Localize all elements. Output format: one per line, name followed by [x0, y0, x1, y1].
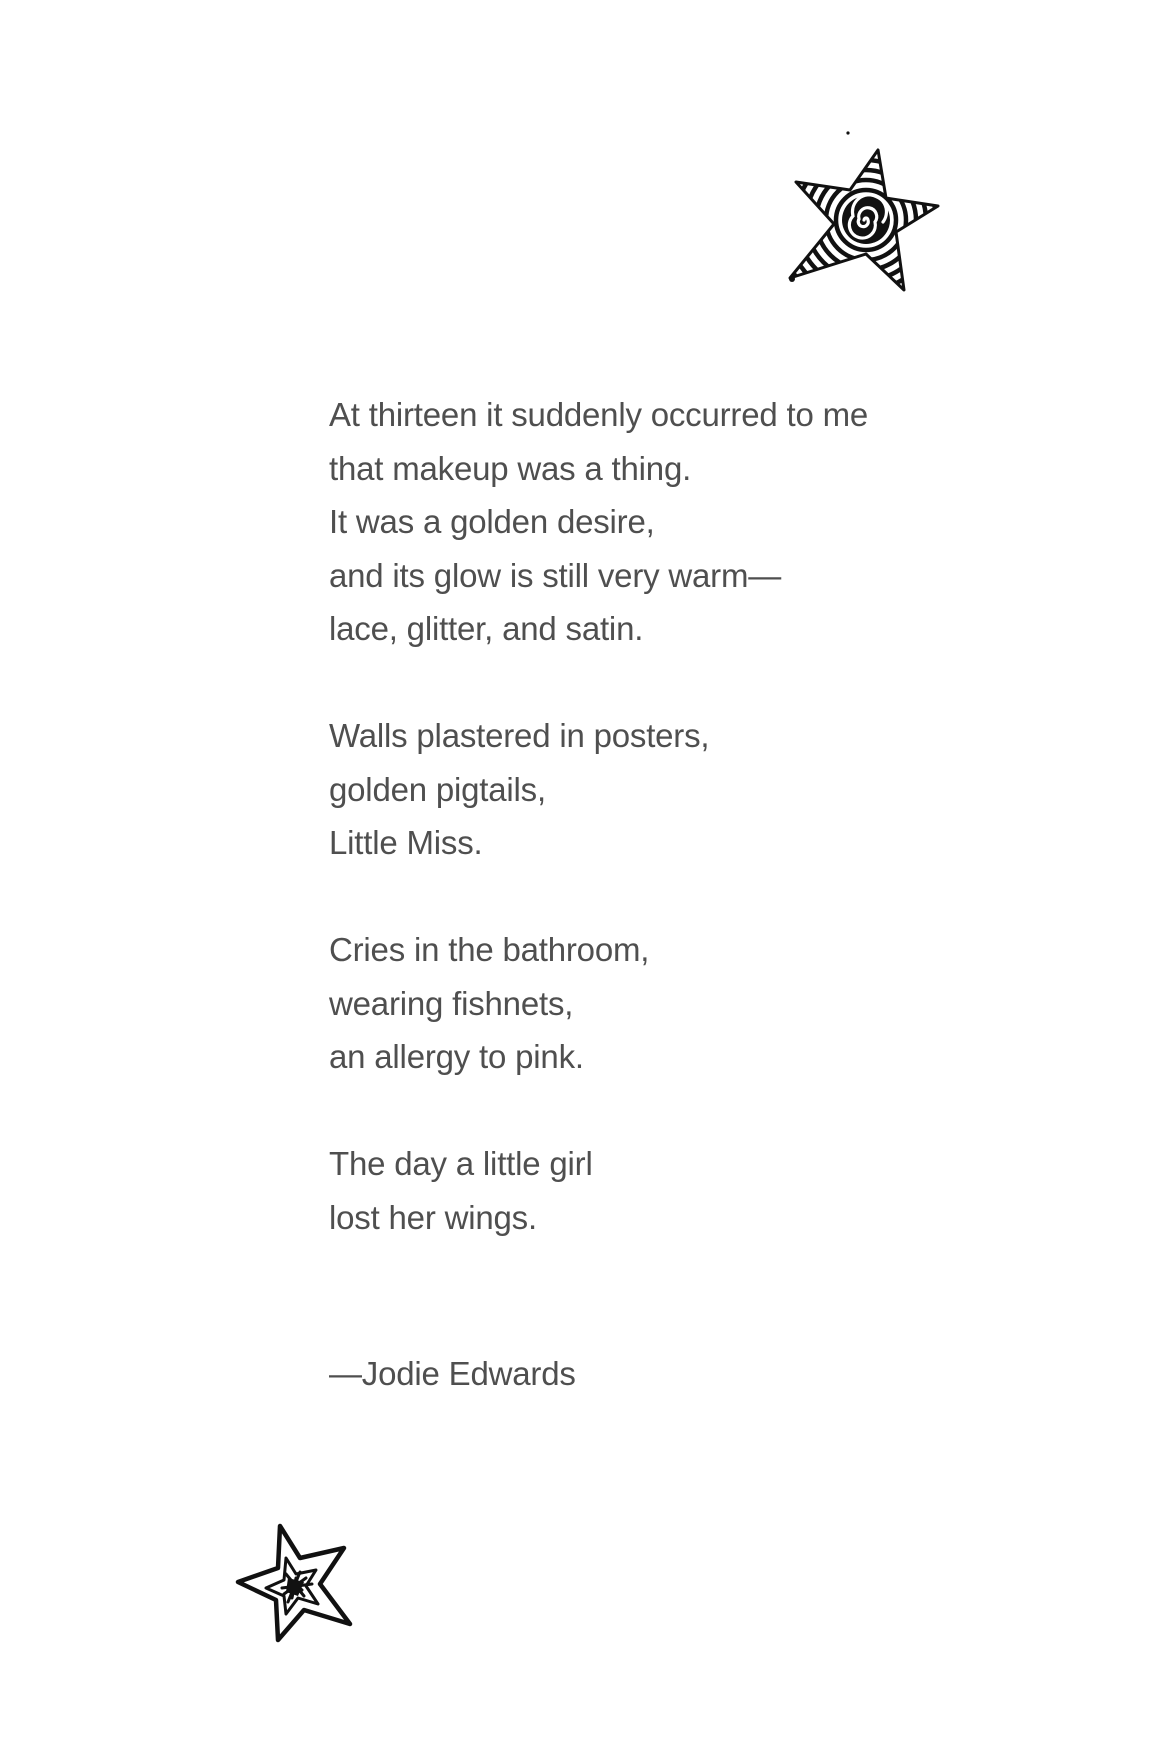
poem-line: Walls plastered in posters, — [329, 717, 710, 754]
poem-line: that makeup was a thing. — [329, 449, 692, 487]
poem-line: lace, glitter, and satin. — [329, 610, 644, 647]
poem-line: The day a little girl — [329, 1145, 593, 1182]
poem-line: Little Miss. — [329, 824, 483, 861]
poem-stanza — [329, 388, 1049, 656]
poem-line: At thirteen it suddenly occurred to me — [329, 396, 869, 433]
poem-line: lost her wings. — [329, 1198, 537, 1236]
poem-line: wearing fishnets, — [329, 984, 574, 1022]
poem-line: It was a golden desire, — [329, 503, 655, 540]
poem-line: an allergy to pink. — [329, 1038, 584, 1075]
poem-stanza — [329, 709, 1049, 870]
poem-byline: —Jodie Edwards — [329, 1355, 576, 1392]
poem-line: and its glow is still very warm— — [329, 556, 782, 594]
poem-line: golden pigtails, — [329, 770, 546, 808]
poem-line: Cries in the bathroom, — [329, 931, 650, 968]
doodle-star-icon — [234, 1518, 360, 1646]
poem-stanza — [329, 1137, 1049, 1244]
poem-body — [329, 388, 1049, 1244]
poem-stanza — [329, 923, 1049, 1084]
striped-spiral-star-icon — [778, 128, 948, 308]
